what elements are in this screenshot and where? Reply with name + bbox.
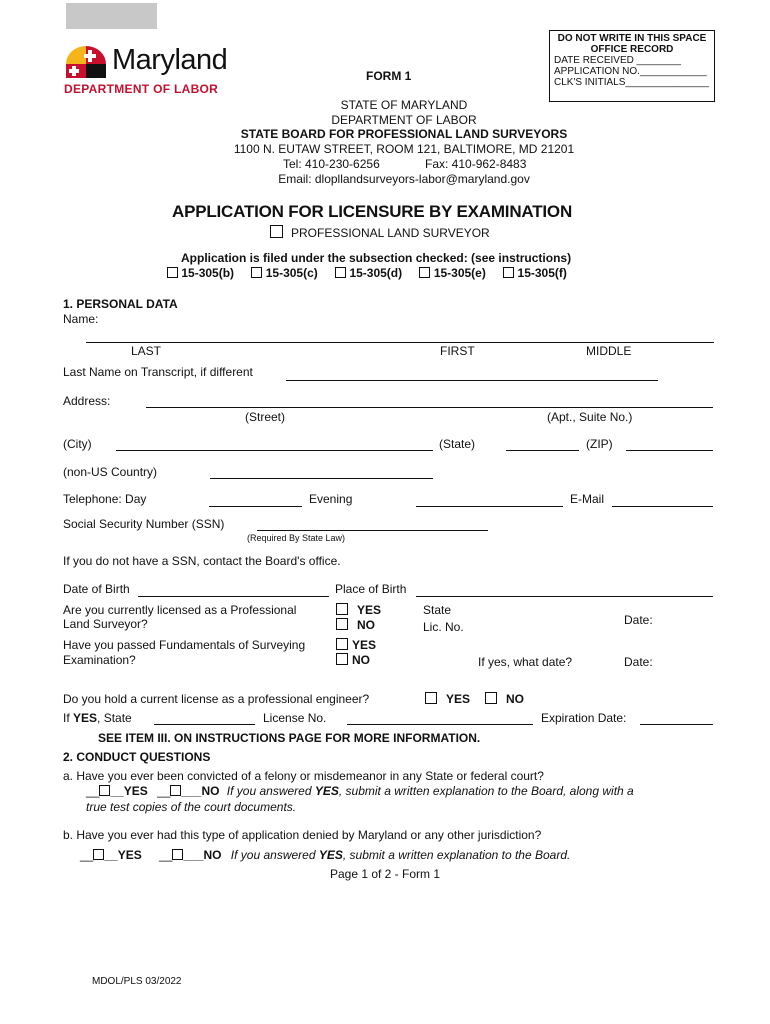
- zip-label: (ZIP): [586, 437, 613, 451]
- license-type-checkbox[interactable]: [270, 225, 283, 238]
- fundamentals-question-line2: Examination?: [63, 653, 136, 667]
- licensed-yes-label: YES: [357, 603, 382, 617]
- pe-yes-label: YES: [446, 692, 471, 706]
- ssn-label: Social Security Number (SSN): [63, 517, 225, 531]
- pe-license-no-label: License No.: [263, 711, 327, 725]
- note-yes: YES: [314, 784, 339, 798]
- pe-no-checkbox[interactable]: [485, 692, 497, 704]
- ssn-contact-note: If you do not have a SSN, contact the Board's office.: [63, 554, 341, 568]
- email-label: E-Mail: [570, 492, 605, 506]
- conduct-a-no-option[interactable]: [157, 784, 219, 798]
- pe-state-field[interactable]: [154, 724, 255, 725]
- pe-expiration-field[interactable]: [640, 724, 713, 725]
- logo-department: DEPARTMENT OF LABOR: [64, 82, 219, 96]
- conduct-b-note: [231, 848, 571, 862]
- transcript-name-label: Last Name on Transcript, if different: [63, 365, 253, 379]
- state-field[interactable]: [506, 450, 579, 451]
- blank: __: [159, 848, 173, 862]
- agency-state: STATE OF MARYLAND: [340, 98, 468, 112]
- pe-state-suffix: , State: [97, 711, 132, 725]
- licensed-yes-checkbox[interactable]: [336, 603, 348, 615]
- blank: __: [80, 848, 94, 862]
- state-label: (State): [439, 437, 476, 451]
- note-text: If you answered: [226, 784, 315, 798]
- conduct-b-yes-label: __YES: [104, 848, 142, 862]
- subsection-label: 15-305(c): [265, 266, 318, 280]
- conduct-b-no-checkbox[interactable]: [172, 849, 183, 860]
- subsection-checkbox[interactable]: [503, 267, 514, 278]
- ssn-field[interactable]: [257, 530, 488, 531]
- office-box-date-received: DATE RECEIVED ________: [554, 55, 682, 66]
- telephone-day-label: Telephone: Day: [63, 492, 147, 506]
- subsection-checkbox[interactable]: [335, 267, 346, 278]
- note-text: , submit a written explanation to the Board.: [342, 848, 571, 862]
- fundamentals-yes-checkbox[interactable]: [336, 638, 348, 650]
- pob-label: Place of Birth: [335, 582, 407, 596]
- country-label: (non-US Country): [63, 465, 158, 479]
- scan-placeholder-box: [66, 3, 157, 29]
- telephone-day-field[interactable]: [209, 506, 302, 507]
- personal-data-heading: 1. PERSONAL DATA: [63, 297, 178, 311]
- conduct-a-no-label: ___NO: [181, 784, 220, 798]
- pe-state-prefix: If: [63, 711, 74, 725]
- office-box-clk-initials: CLK'S INITIALS_______________: [554, 77, 709, 88]
- pe-yes-checkbox[interactable]: [425, 692, 437, 704]
- evening-field[interactable]: [416, 506, 563, 507]
- conduct-question-b: b. Have you ever had this type of application denied by Maryland or any other jurisdiction?: [63, 828, 542, 842]
- office-box-line1: DO NOT WRITE IN THIS SPACE: [557, 33, 707, 44]
- pe-expiration-label: Expiration Date:: [541, 711, 627, 725]
- licensed-no-checkbox[interactable]: [336, 618, 348, 630]
- note-text: , submit a written explanation to the Board, along with a: [338, 784, 634, 798]
- licensed-state-label: State: [423, 603, 452, 617]
- middle-label: MIDDLE: [586, 344, 632, 358]
- note-text: If you answered: [230, 848, 319, 862]
- ssn-note: (Required By State Law): [247, 533, 346, 543]
- note-yes: YES: [318, 848, 343, 862]
- form-code: MDOL/PLS 03/2022: [92, 976, 182, 987]
- pob-field[interactable]: [416, 596, 713, 597]
- conduct-a-note: [227, 784, 634, 798]
- pe-no-label: NO: [506, 692, 524, 706]
- street-field[interactable]: [146, 407, 713, 408]
- subsection-label: 15-305(b): [181, 266, 235, 280]
- name-label: Name:: [63, 312, 99, 326]
- conduct-question-a: a. Have you ever been convicted of a felony or misdemeanor in any State or federal court?: [63, 769, 544, 783]
- agency-fax: Fax: 410-962-8483: [425, 157, 527, 171]
- maryland-logo: [64, 42, 254, 98]
- conduct-a-no-checkbox[interactable]: [170, 785, 181, 796]
- pe-question: Do you hold a current license as a professional engineer?: [63, 692, 370, 706]
- address-label: Address:: [63, 394, 111, 408]
- fundamentals-no-checkbox[interactable]: [336, 653, 348, 665]
- zip-field[interactable]: [626, 450, 713, 451]
- conduct-b-yes-checkbox[interactable]: [93, 849, 104, 860]
- license-type-label: PROFESSIONAL LAND SURVEYOR: [291, 226, 490, 240]
- conduct-a-answers: [86, 784, 634, 798]
- conduct-a-yes-option[interactable]: [86, 784, 148, 798]
- agency-tel: Tel: 410-230-6256: [283, 157, 380, 171]
- subsection-label: 15-305(f): [517, 266, 567, 280]
- subsection-option-e[interactable]: [419, 266, 485, 280]
- licensed-question-line2: Land Surveyor?: [63, 617, 148, 631]
- blank: __: [157, 784, 171, 798]
- fundamentals-no-label: NO: [352, 653, 370, 667]
- subsection-heading: Application is filed under the subsection checked: (see instructions): [181, 251, 572, 265]
- conduct-b-answers: [80, 848, 570, 862]
- page-number: Page 1 of 2 - Form 1: [329, 867, 441, 881]
- conduct-heading: 2. CONDUCT QUESTIONS: [63, 750, 211, 764]
- license-type-option[interactable]: [270, 225, 490, 240]
- evening-label: Evening: [309, 492, 353, 506]
- licensed-question-line1: Are you currently licensed as a Professional: [63, 603, 297, 617]
- conduct-a-note-line2: true test copies of the court documents.: [86, 800, 297, 814]
- subsection-label: 15-305(e): [433, 266, 486, 280]
- first-label: FIRST: [440, 344, 475, 358]
- office-box-line2: OFFICE RECORD: [590, 44, 674, 55]
- subsection-options: [167, 266, 567, 280]
- subsection-option-c[interactable]: [251, 266, 317, 280]
- subsection-checkbox[interactable]: [419, 267, 430, 278]
- agency-email: Email: dlopllandsurveyors-labor@maryland.gov: [278, 172, 530, 186]
- form-label: FORM 1: [366, 69, 412, 83]
- subsection-option-f[interactable]: [503, 266, 567, 280]
- agency-department: DEPARTMENT OF LABOR: [331, 113, 477, 127]
- pe-license-no-field[interactable]: [347, 724, 533, 725]
- fundamentals-date-label: Date:: [624, 655, 653, 669]
- licensed-lic-no-label: Lic. No.: [423, 620, 464, 634]
- logo-wordmark: Maryland: [112, 44, 228, 76]
- see-item-note: SEE ITEM III. ON INSTRUCTIONS PAGE FOR MORE INFORMATION.: [98, 731, 481, 745]
- maryland-flag-icon: [64, 44, 110, 80]
- city-field[interactable]: [116, 450, 433, 451]
- street-label: (Street): [245, 410, 286, 424]
- email-field[interactable]: [612, 506, 713, 507]
- name-field[interactable]: [86, 342, 714, 343]
- page-title: APPLICATION FOR LICENSURE BY EXAMINATION: [172, 202, 573, 221]
- agency-address: 1100 N. EUTAW STREET, ROOM 121, BALTIMORE, MD 21201: [233, 142, 575, 156]
- agency-board: STATE BOARD FOR PROFESSIONAL LAND SURVEYORS: [240, 127, 568, 141]
- conduct-b-yes-option[interactable]: [80, 848, 142, 862]
- pe-state-yes: YES: [73, 711, 98, 725]
- conduct-a-yes-checkbox[interactable]: [99, 785, 110, 796]
- licensed-date-label: Date:: [624, 613, 653, 627]
- fundamentals-yes-label: YES: [352, 638, 377, 652]
- conduct-b-no-option[interactable]: [159, 848, 221, 862]
- licensed-no-label: NO: [357, 618, 375, 632]
- blank: __: [86, 784, 100, 798]
- transcript-name-field[interactable]: [286, 380, 658, 381]
- subsection-label: 15-305(d): [349, 266, 403, 280]
- subsection-checkbox[interactable]: [251, 267, 262, 278]
- subsection-checkbox[interactable]: [167, 267, 178, 278]
- subsection-option-b[interactable]: [167, 266, 234, 280]
- dob-label: Date of Birth: [63, 582, 130, 596]
- office-record-box: [549, 30, 715, 102]
- country-field[interactable]: [210, 478, 433, 479]
- city-label: (City): [63, 437, 92, 451]
- office-box-application-no: APPLICATION NO.____________: [554, 66, 707, 77]
- conduct-b-no-label: ___NO: [183, 848, 222, 862]
- fundamentals-question-line1: Have you passed Fundamentals of Surveying: [63, 638, 306, 652]
- last-label: LAST: [131, 344, 162, 358]
- apt-label: (Apt., Suite No.): [547, 410, 633, 424]
- fundamentals-date-question: If yes, what date?: [478, 655, 573, 669]
- dob-field[interactable]: [138, 596, 329, 597]
- subsection-option-d[interactable]: [335, 266, 402, 280]
- pe-state-label: [63, 711, 132, 725]
- conduct-a-yes-label: __YES: [110, 784, 148, 798]
